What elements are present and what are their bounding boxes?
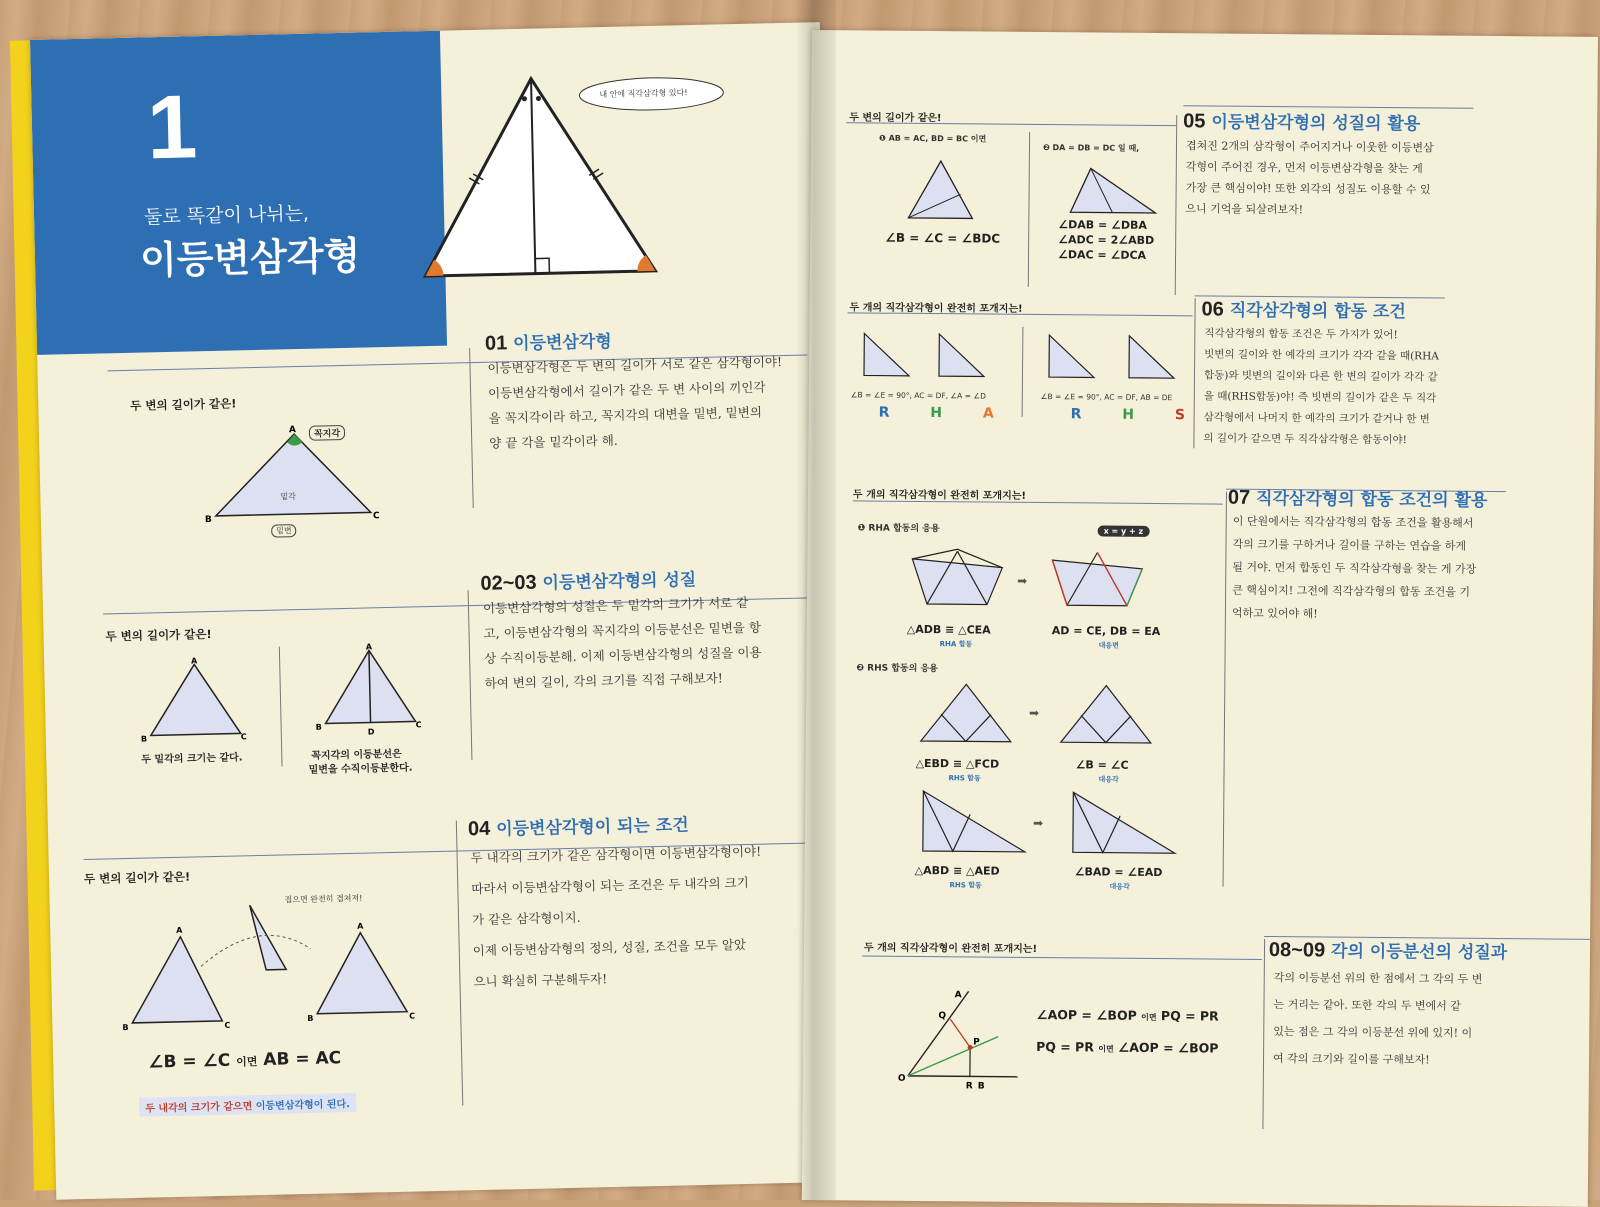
section-title: 이등변삼각형이 되는 조건 [496, 815, 689, 839]
condition-text: ∠B = ∠E = 90°, AC = DF, ∠A = ∠D [851, 390, 986, 400]
section-divider [1223, 492, 1227, 887]
svg-text:A: A [289, 425, 296, 435]
formula: AD = CE, DB = EA [1052, 624, 1161, 638]
section-title: 직각삼각형의 합동 조건의 활용 [1256, 489, 1487, 511]
formula: ∠B = ∠C [1076, 758, 1129, 771]
rhs-letters [1071, 406, 1185, 423]
section-08-body [1273, 964, 1594, 1075]
svg-text:P: P [973, 1037, 980, 1047]
figure-caption: ❷ DA = DB = DC 일 때, [1043, 142, 1139, 154]
body-line: 을 꼭지각이라 하고, 꼭지각의 대변을 밑변, 밑변의 [488, 398, 818, 430]
svg-text:C: C [409, 1012, 415, 1021]
rha-h: H [930, 405, 942, 421]
formula-bubble: x = y + z [1098, 526, 1150, 537]
body-line: 이등변삼각형은 두 변의 길이가 서로 같은 삼각형이야! [487, 348, 817, 380]
section-02-body [483, 588, 825, 696]
body-line: 이 단원에서는 직각삼각형의 합동 조건을 활용해서 [1233, 510, 1563, 536]
formula-part: ∠AOP = ∠BOP [1118, 1040, 1219, 1056]
section-number: 06 [1201, 298, 1223, 320]
body-line: 가장 큰 핵심이야! 또한 외각의 성질도 이용할 수 있 [1186, 177, 1486, 201]
formula: △ABD ≡ △AED [915, 864, 1000, 878]
body-line: 각의 크기를 구하거나 길이를 구하는 연습을 하게 [1232, 533, 1562, 559]
figure-caption: 밑변을 수직이등분한다. [308, 759, 412, 776]
section-title: 직각삼각형의 합동 조건 [1230, 301, 1406, 323]
svg-text:O: O [898, 1074, 906, 1084]
section-divider [456, 821, 463, 1106]
folding-triangles-figure [119, 891, 432, 1038]
rha-application-figure [902, 539, 1203, 622]
svg-text:A: A [366, 642, 373, 651]
section-number: 05 [1183, 110, 1205, 132]
book-gutter [796, 0, 836, 1200]
body-line: 으니 확실히 구분해두자! [473, 958, 834, 997]
chapter-subtitle: 둘로 똑같이 나뉘는, [144, 199, 310, 230]
figure-label: 두 개의 직각삼각형이 완전히 포개지는! [850, 298, 1023, 315]
svg-text:A: A [176, 926, 183, 935]
apex-angle-tag: 꼭지각 [309, 425, 345, 441]
formula-tag: RHS 합동 [948, 773, 980, 783]
svg-text:R: R [966, 1081, 973, 1091]
formula: △EBD ≡ △FCD [916, 757, 1000, 771]
svg-text:C: C [416, 720, 422, 729]
base-tag: 밑변 [271, 524, 297, 538]
svg-text:D: D [368, 727, 375, 736]
figure-divider [279, 646, 283, 766]
rhs-s: S [1175, 407, 1185, 423]
body-line: 으니 기억을 되살려보자! [1185, 198, 1485, 222]
summary-note [139, 1093, 356, 1117]
figure-label: 두 개의 직각삼각형이 완전히 포개지는! [853, 485, 1026, 502]
formula-connector: 이면 [1098, 1045, 1114, 1054]
body-line: 여 각의 크기와 길이를 구해보자! [1273, 1045, 1593, 1075]
rhs-application-figure-1 [911, 676, 1192, 758]
section-07-heading [1228, 484, 1488, 512]
body-line: 겹쳐진 2개의 삼각형이 주어지거나 이웃한 이등변삼 [1186, 135, 1486, 159]
section-divider [469, 348, 474, 508]
section-05-body [1185, 135, 1486, 222]
base-angle-tag: 밑각 [280, 491, 296, 502]
body-line: 을 때(RHS합동)야! 즉 빗변의 길이가 같은 두 직각 [1204, 386, 1524, 410]
section-number: 07 [1228, 487, 1250, 509]
formula-line: ∠DAB = ∠DBA [1058, 217, 1154, 233]
formula: ∠BAD = ∠EAD [1075, 865, 1163, 879]
right-page [802, 30, 1598, 1207]
bisector-triangle [314, 641, 426, 743]
body-line: 있는 점은 그 각의 이등분선 위에 있지! 이 [1273, 1018, 1593, 1048]
figure-caption: ❶ AB = AC, BD = BC 이면 [879, 133, 986, 145]
formula-tag: RHA 합동 [940, 639, 973, 649]
formula-connector: 이면 [236, 1055, 258, 1068]
svg-text:B: B [205, 515, 212, 525]
subsection-label: ❷ RHS 합동의 응용 [856, 660, 938, 674]
svg-text:B: B [978, 1081, 985, 1091]
svg-text:Q: Q [938, 1011, 946, 1021]
section-08-heading [1269, 936, 1507, 964]
section-number: 01 [485, 332, 508, 354]
note-part: 두 내각의 크기가 같으면 [145, 1101, 252, 1114]
svg-text:➡: ➡ [1029, 706, 1039, 720]
section-04-body [470, 834, 833, 997]
section-number: 08~09 [1269, 939, 1325, 961]
figure-label: 두 변의 길이가 같은! [105, 626, 211, 644]
svg-text:➡: ➡ [1017, 574, 1027, 588]
formula-line: ∠ADC = 2∠ABD [1058, 232, 1154, 248]
rha-letters [879, 405, 994, 422]
note-part: 이등변삼각형이 된다. [256, 1099, 350, 1112]
section-06-body [1203, 323, 1524, 452]
rhs-h: H [1122, 407, 1134, 423]
body-line: 두 내각의 크기가 같은 삼각형이면 이등변삼각형이야! [470, 834, 831, 873]
chapter-number: 1 [146, 76, 198, 180]
section-01-body [487, 348, 819, 455]
figure-label: 두 변의 길이가 같은! [849, 108, 941, 124]
formula-part: PQ = PR [1161, 1008, 1219, 1024]
figure-label: 두 변의 길이가 같은! [84, 869, 190, 887]
body-line: 억하고 있어야 해! [1232, 602, 1562, 628]
formula-part: ∠AOP = ∠BOP [1036, 1007, 1137, 1023]
body-line: 의 길이가 같으면 두 직각삼각형은 합동이야! [1203, 428, 1523, 452]
isosceles-triangle-figure [199, 422, 391, 536]
formula: △ADB ≡ △CEA [907, 623, 991, 637]
formula: ∠B = ∠C = ∠BDC [885, 231, 1000, 246]
body-line: 큰 핵심이지! 그전에 직각삼각형의 합동 조건을 기 [1232, 579, 1562, 605]
chapter-banner [30, 31, 447, 355]
rhs-application-figure-2 [915, 786, 1196, 863]
section-divider [468, 590, 473, 760]
congruent-right-triangles [854, 325, 1195, 388]
figure-label: 두 개의 직각삼각형이 완전히 포개지는! [864, 938, 1037, 955]
figure-rule [853, 500, 1223, 504]
body-line: 이등변삼각형의 성질은 두 밑각의 크기가 서로 같 [483, 588, 823, 621]
svg-text:B: B [316, 723, 322, 732]
left-page [30, 22, 846, 1200]
body-line: 가 같은 삼각형이지. [472, 896, 833, 935]
svg-text:B: B [141, 735, 147, 744]
formula-part: AB = AC [263, 1048, 341, 1070]
formula-tag: 대응각 [1109, 882, 1129, 892]
subsection-label: ❶ RHA 합동의 응용 [858, 520, 940, 534]
rhs-r: R [1071, 406, 1082, 422]
chapter-title: 이등변삼각형 [139, 225, 360, 285]
body-line: 하여 변의 길이, 각의 크기를 직접 구해보자! [484, 663, 824, 696]
svg-text:B: B [307, 1014, 313, 1023]
isosceles-triangle-small [900, 156, 981, 232]
condition-text: ∠B = ∠E = 90°, AC = DF, AB = DE [1041, 392, 1173, 402]
formula-tag: 대응각 [1098, 775, 1118, 785]
svg-text:C: C [373, 511, 380, 521]
body-line: 이등변삼각형에서 길이가 같은 두 변 사이의 끼인각 [488, 373, 818, 405]
svg-text:C: C [224, 1021, 230, 1030]
section-title: 이등변삼각형의 성질의 활용 [1211, 112, 1420, 134]
body-line: 이제 이등변삼각형의 정의, 성질, 조건을 모두 알았 [472, 927, 833, 966]
formula-connector: 이면 [1141, 1013, 1157, 1022]
angle-bisector-figure [898, 981, 1029, 1092]
formula-line: ∠DAC = ∠DCA [1058, 247, 1154, 263]
section-05-heading [1183, 107, 1420, 135]
formula-tag: RHS 합동 [949, 880, 981, 890]
body-line: 삼각형에서 나머지 한 예각의 크기가 같거나 한 변 [1204, 407, 1524, 431]
figure-label: 두 변의 길이가 같은! [130, 395, 236, 413]
body-line: 상 수직이등분해. 이제 이등변삼각형의 성질을 이용 [484, 638, 824, 671]
svg-text:B: B [122, 1023, 128, 1032]
figure-caption: 두 밑각의 크기는 같다. [141, 748, 243, 765]
section-title: 이등변삼각형의 성질 [542, 570, 696, 593]
section-title: 이등변삼각형 [513, 332, 612, 354]
section-divider [1193, 298, 1195, 448]
formula [1036, 1039, 1218, 1056]
svg-text:➡: ➡ [1033, 816, 1043, 830]
section-divider [1262, 939, 1265, 1129]
section-number: 02~03 [480, 572, 537, 595]
figure-rule [862, 955, 1262, 959]
rha-a: A [983, 406, 994, 422]
formula-list [1058, 217, 1154, 263]
svg-text:A: A [191, 656, 198, 665]
body-line: 각의 이등분선 위의 한 점에서 그 각의 두 변 [1274, 964, 1594, 994]
formula [1036, 1007, 1218, 1024]
speech-text: 내 안에 직각삼각형 있다! [599, 87, 687, 100]
section-number: 04 [468, 818, 491, 840]
base-angles-triangle [139, 655, 251, 747]
formula-part: PQ = PR [1036, 1039, 1094, 1055]
section-title: 각의 이등분선의 성질과 [1331, 942, 1507, 964]
figure-caption: 꼭지각의 이등분선은 [311, 745, 402, 762]
formula-part: ∠B = ∠C [148, 1051, 230, 1073]
body-line: 양 끝 각을 밑각이라 해. [489, 423, 819, 455]
body-line: 직각삼각형의 합동 조건은 두 가지가 있어! [1204, 323, 1524, 347]
body-line: 는 거리는 같아. 또한 각의 두 변에서 같 [1273, 991, 1593, 1021]
right-triangle-small [1060, 160, 1171, 221]
section-divider [1175, 115, 1178, 295]
rha-r: R [879, 405, 890, 421]
formula [148, 1048, 341, 1072]
svg-text:A: A [357, 922, 364, 931]
section-07-body [1232, 510, 1563, 628]
body-line: 따라서 이등변삼각형이 되는 조건은 두 내각의 크기 [471, 865, 832, 904]
body-line: 될 거야. 먼저 합동인 두 직각삼각형을 찾는 게 가장 [1232, 556, 1562, 582]
svg-text:A: A [955, 990, 962, 1000]
svg-text:C: C [241, 732, 247, 741]
section-06-heading [1201, 295, 1405, 323]
figure-divider [1028, 132, 1030, 287]
speech-text: 접으면 완전히 겹쳐져! [284, 893, 362, 906]
body-line: 빗변의 길이와 한 예각의 크기가 각각 같을 때(RHA [1204, 344, 1524, 368]
section-04-heading [468, 810, 689, 841]
body-line: 각형이 주어진 경우, 먼저 이등변삼각형을 찾는 게 [1186, 156, 1486, 180]
body-line: 고, 이등변삼각형의 꼭지각의 이등분선은 밑변을 항 [483, 613, 823, 646]
section-01-heading [485, 327, 612, 356]
formula-tag: 대응변 [1099, 641, 1119, 651]
body-line: 합동)와 빗변의 길이와 다른 한 변의 길이가 각각 같 [1204, 365, 1524, 389]
